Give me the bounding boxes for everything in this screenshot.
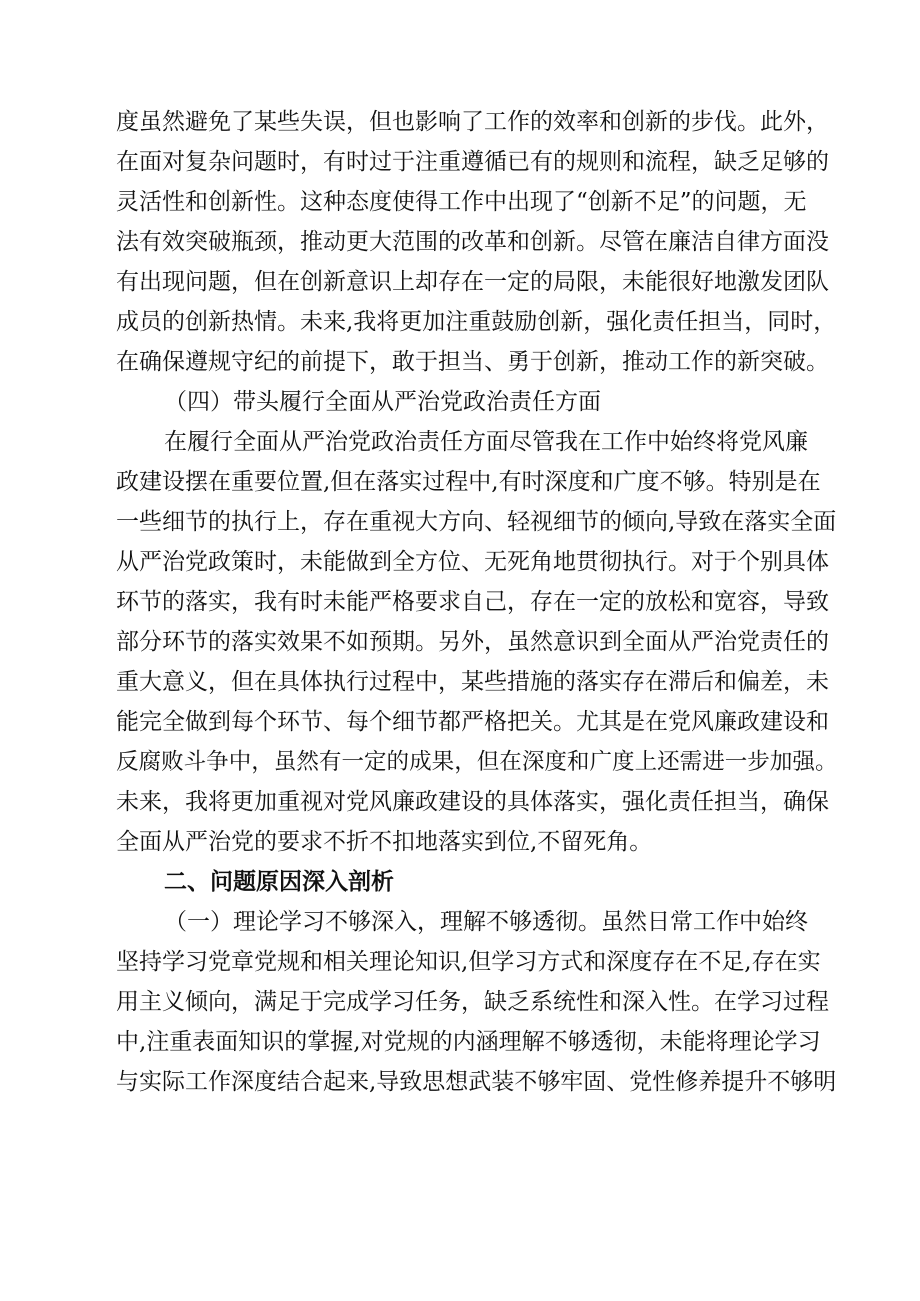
paragraph-line: 反腐败斗争中，虽然有一定的成果，但在深度和广度上还需进一步加强。 xyxy=(116,749,838,775)
paragraph-line: 有出现问题，但在创新意识上却存在一定的局限，未能很好地激发团队 xyxy=(116,269,829,295)
paragraph-line: 坚持学习党章党规和相关理论知识,但学习方式和深度存在不足,存在实 xyxy=(116,949,821,975)
paragraph-line: 环节的落实，我有时未能严格要求自己，存在一定的放松和宽容，导致 xyxy=(116,589,829,615)
subheading: （四）带头履行全面从严治党政治责任方面 xyxy=(164,389,601,415)
paragraph-line: 部分环节的落实效果不如预期。另外，虽然意识到全面从严治党责任的 xyxy=(116,629,829,655)
paragraph-line: 与实际工作深度结合起来,导致思想武装不够牢固、党性修养提升不够明 xyxy=(116,1069,837,1095)
paragraph-line: 未来，我将更加重视对党风廉政建设的具体落实，强化责任担当，确保 xyxy=(116,789,829,815)
paragraph-line: 度虽然避免了某些失误，但也影响了工作的效率和创新的步伐。此外， xyxy=(116,109,829,135)
paragraph-line: 在履行全面从严治党政治责任方面尽管我在工作中始终将党风廉 xyxy=(164,429,808,455)
paragraph-line: 重大意义，但在具体执行过程中，某些措施的落实存在滞后和偏差，未 xyxy=(116,669,829,695)
paragraph-line: 灵活性和创新性。这种态度使得工作中出现了“创新不足”的问题，无 xyxy=(116,189,807,215)
paragraph-line: 从严治党政策时，未能做到全方位、无死角地贯彻执行。对于个别具体 xyxy=(116,549,829,575)
paragraph-line: 成员的创新热情。未来,我将更加注重鼓励创新，强化责任担当，同时， xyxy=(116,309,837,335)
paragraph-line: 全面从严治党的要求不折不扣地落实到位,不留死角。 xyxy=(116,829,653,855)
paragraph-line: （一）理论学习不够深入，理解不够透彻。虽然日常工作中始终 xyxy=(164,909,808,935)
paragraph-line: 政建设摆在重要位置,但在落实过程中,有时深度和广度不够。特别是在 xyxy=(116,469,821,495)
paragraph-line: 在面对复杂问题时，有时过于注重遵循已有的规则和流程，缺乏足够的 xyxy=(116,149,829,175)
paragraph-line: 中,注重表面知识的掌握,对党规的内涵理解不够透彻，未能将理论学习 xyxy=(116,1029,821,1055)
paragraph-line: 用主义倾向，满足于完成学习任务，缺乏系统性和深入性。在学习过程 xyxy=(116,989,829,1015)
paragraph-line: 在确保遵规守纪的前提下，敢于担当、勇于创新，推动工作的新突破。 xyxy=(116,349,829,375)
paragraph-line: 能完全做到每个环节、每个细节都严格把关。尤其是在党风廉政建设和 xyxy=(116,709,829,735)
paragraph-line: 一些细节的执行上，存在重视大方向、轻视细节的倾向,导致在落实全面 xyxy=(116,509,837,535)
section-heading: 二、问题原因深入剖析 xyxy=(164,868,394,895)
paragraph-line: 法有效突破瓶颈，推动更大范围的改革和创新。尽管在廉洁自律方面没 xyxy=(116,229,829,255)
